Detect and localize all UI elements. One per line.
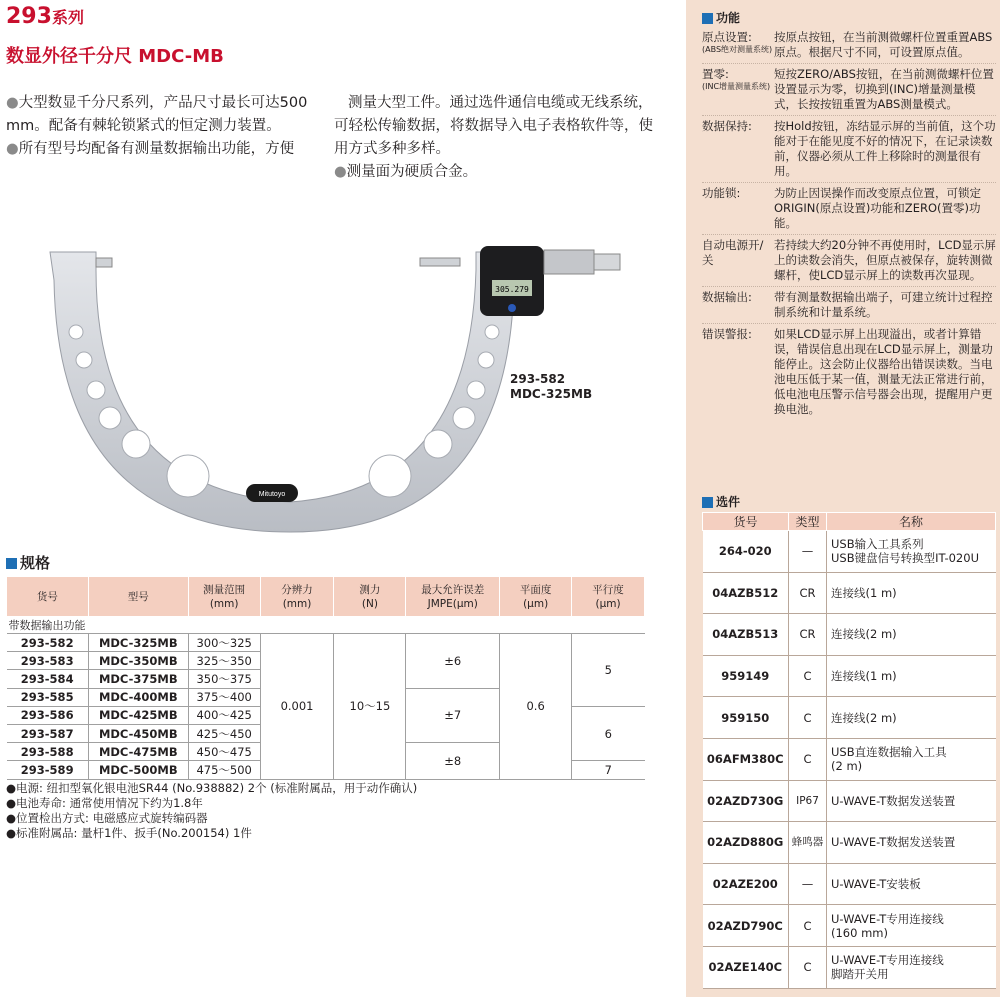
product-title: 数显外径千分尺 MDC-MB — [6, 46, 224, 67]
col-header: 测量范围 (mm) — [188, 577, 260, 617]
function-item: 置零: (INC增量测量系统) 短按ZERO/ABS按钮，在当前测微螺杆位置设置显示为零，切换到(INC)增量测量模式，长按按钮重置为ABS测量模式。 — [702, 64, 996, 116]
spec-table — [6, 576, 645, 780]
option-type: CR — [789, 614, 827, 656]
table-row — [703, 572, 996, 614]
options-table — [702, 512, 996, 989]
intro-col-2 — [334, 92, 654, 184]
table-row — [703, 614, 996, 656]
group-label: 带数据输出功能 — [7, 617, 645, 634]
function-item: 功能锁: 为防止因误操作而改变原点位置，可锁定ORIGIN(原点设置)功能和ZERO(置零)功能。 — [702, 183, 996, 235]
svg-text:305.279: 305.279 — [495, 285, 529, 294]
col-header: 平面度 (μm) — [500, 577, 572, 617]
option-code: 04AZB512 — [703, 572, 789, 614]
intro-col-1 — [6, 92, 326, 161]
table-row — [703, 655, 996, 697]
option-name: 连接线(1 m) — [827, 655, 996, 697]
table-row — [703, 531, 996, 573]
option-code: 264-020 — [703, 531, 789, 573]
functions-list — [702, 27, 996, 420]
intro-item: ●测量面为硬质合金。 — [334, 164, 478, 180]
spec-heading: 规格 — [6, 552, 50, 573]
flatness-cell: 0.6 — [500, 634, 572, 780]
function-item: 错误警报: 如果LCD显示屏上出现溢出，或者计算错误，错误信息出现在LCD显示屏上，测量功能停止。这会防止仪器给出错误读数。当电池电压低于某一值，测量无法正常进行前，低电池电压警示信号器会出现，提醒用户更换电池。 — [702, 327, 993, 416]
col-header: 类型 — [789, 513, 827, 531]
resolution-cell: 0.001 — [260, 634, 334, 780]
option-type: C — [789, 905, 827, 947]
option-type: — — [789, 531, 827, 573]
option-code: 02AZD880G — [703, 822, 789, 864]
option-type: CR — [789, 572, 827, 614]
option-type: IP67 — [789, 780, 827, 822]
col-header: 分辨力 (mm) — [260, 577, 334, 617]
table-row: 293-589 MDC-500MB 475～500 7 — [7, 761, 645, 779]
option-name: 连接线(2 m) — [827, 614, 996, 656]
intro-item: ●所有型号均配备有测量数据输出功能，方便 — [6, 141, 295, 157]
option-name: U-WAVE-T数据发送装置 — [827, 780, 996, 822]
table-row: 293-583 MDC-350MB 325～350 — [7, 652, 645, 670]
option-name: USB直连数据输入工具 (2 m) — [827, 738, 996, 780]
option-type: C — [789, 655, 827, 697]
option-name: U-WAVE-T数据发送装置 — [827, 822, 996, 864]
option-type: C — [789, 738, 827, 780]
series-title: 293系列 — [6, 4, 84, 29]
note: ●标准附属品: 量杆1件、扳手(No.200154) 1件 — [6, 826, 252, 840]
svg-text:Mitutoyo: Mitutoyo — [258, 491, 286, 498]
option-type: 蜂鸣器 — [789, 822, 827, 864]
option-name: U-WAVE-T专用连接线 脚踏开关用 — [827, 946, 996, 988]
option-type: C — [789, 946, 827, 988]
option-code: 959149 — [703, 655, 789, 697]
function-item: 自动电源开/关 若持续大约20分钟不再使用时，LCD显示屏上的读数会消失，但原点被保存，旋转测微螺杆，使LCD显示屏上的读数再次显现。 — [702, 235, 996, 287]
table-row: 293-588 MDC-475MB 450～475 ±8 — [7, 743, 645, 761]
table-row: 293-584 MDC-375MB 350～375 — [7, 670, 645, 688]
table-row — [703, 905, 996, 947]
image-caption: 293-582 MDC-325MB — [510, 372, 593, 401]
col-header: 最大允许误差 JMPE(μm) — [406, 577, 500, 617]
col-header: 货号 — [703, 513, 789, 531]
spec-notes — [6, 781, 417, 841]
functions-heading: 功能 — [702, 9, 740, 26]
intro-item: 测量大型工件。通过选件通信电缆或无线系统，可轻松传输数据，将数据导入电子表格软件等，使用方式多种多样。 — [334, 95, 653, 157]
table-row — [703, 697, 996, 739]
option-name: U-WAVE-T安装板 — [827, 863, 996, 905]
table-row — [703, 780, 996, 822]
intro-item: ●大型数显千分尺系列，产品尺寸最长可达500 mm。配备有棘轮锁紧式的恒定测力装置。 — [6, 95, 308, 134]
table-row: 293-582 MDC-325MB 300～325 0.001 10～15 ±6 0.6 5 — [7, 634, 645, 652]
table-row: 293-587 MDC-450MB 425～450 — [7, 724, 645, 742]
table-row: 293-585 MDC-400MB 375～400 ±7 — [7, 688, 645, 706]
force-cell: 10～15 — [334, 634, 406, 780]
note: ●位置检出方式: 电磁感应式旋转编码器 — [6, 811, 208, 825]
note: ●电池寿命: 通常使用情况下约为1.8年 — [6, 796, 203, 810]
option-name: 连接线(1 m) — [827, 572, 996, 614]
function-item: 数据输出: 带有测量数据输出端子，可建立统计过程控制系统和计量系统。 — [702, 287, 996, 324]
option-code: 02AZE140C — [703, 946, 789, 988]
option-type: — — [789, 863, 827, 905]
option-code: 02AZE200 — [703, 863, 789, 905]
col-header: 测力 (N) — [334, 577, 406, 617]
table-row — [703, 863, 996, 905]
note: ●电源: 纽扣型氧化银电池SR44 (No.938882) 2个 (标准附属品，用于动作确认) — [6, 781, 418, 795]
col-header: 型号 — [88, 577, 188, 617]
options-heading: 选件 — [702, 493, 740, 510]
table-row — [703, 946, 996, 988]
option-name: U-WAVE-T专用连接线 (160 mm) — [827, 905, 996, 947]
option-code: 02AZD730G — [703, 780, 789, 822]
col-header: 平行度 (μm) — [572, 577, 645, 617]
function-item: 原点设置: (ABS绝对测量系统) 按原点按钮，在当前测微螺杆位置重置ABS原点。根据尺寸不同，可设置原点值。 — [702, 27, 996, 64]
col-header: 名称 — [827, 513, 996, 531]
col-header: 货号 — [7, 577, 89, 617]
option-name: USB输入工具系列 USB键盘信号转换型IT-020U — [827, 531, 996, 573]
table-row: 293-586 MDC-425MB 400～425 6 — [7, 706, 645, 724]
option-code: 06AFM380C — [703, 738, 789, 780]
table-row — [703, 738, 996, 780]
option-code: 959150 — [703, 697, 789, 739]
option-code: 02AZD790C — [703, 905, 789, 947]
table-row — [703, 822, 996, 864]
option-name: 连接线(2 m) — [827, 697, 996, 739]
option-code: 04AZB513 — [703, 614, 789, 656]
option-type: C — [789, 697, 827, 739]
function-item: 数据保持: 按Hold按钮，冻结显示屏的当前值，这个功能对于在能见度不好的情况下，在记录读数前，仪器必须从工件上移除时的测量很有用。 — [702, 116, 996, 183]
